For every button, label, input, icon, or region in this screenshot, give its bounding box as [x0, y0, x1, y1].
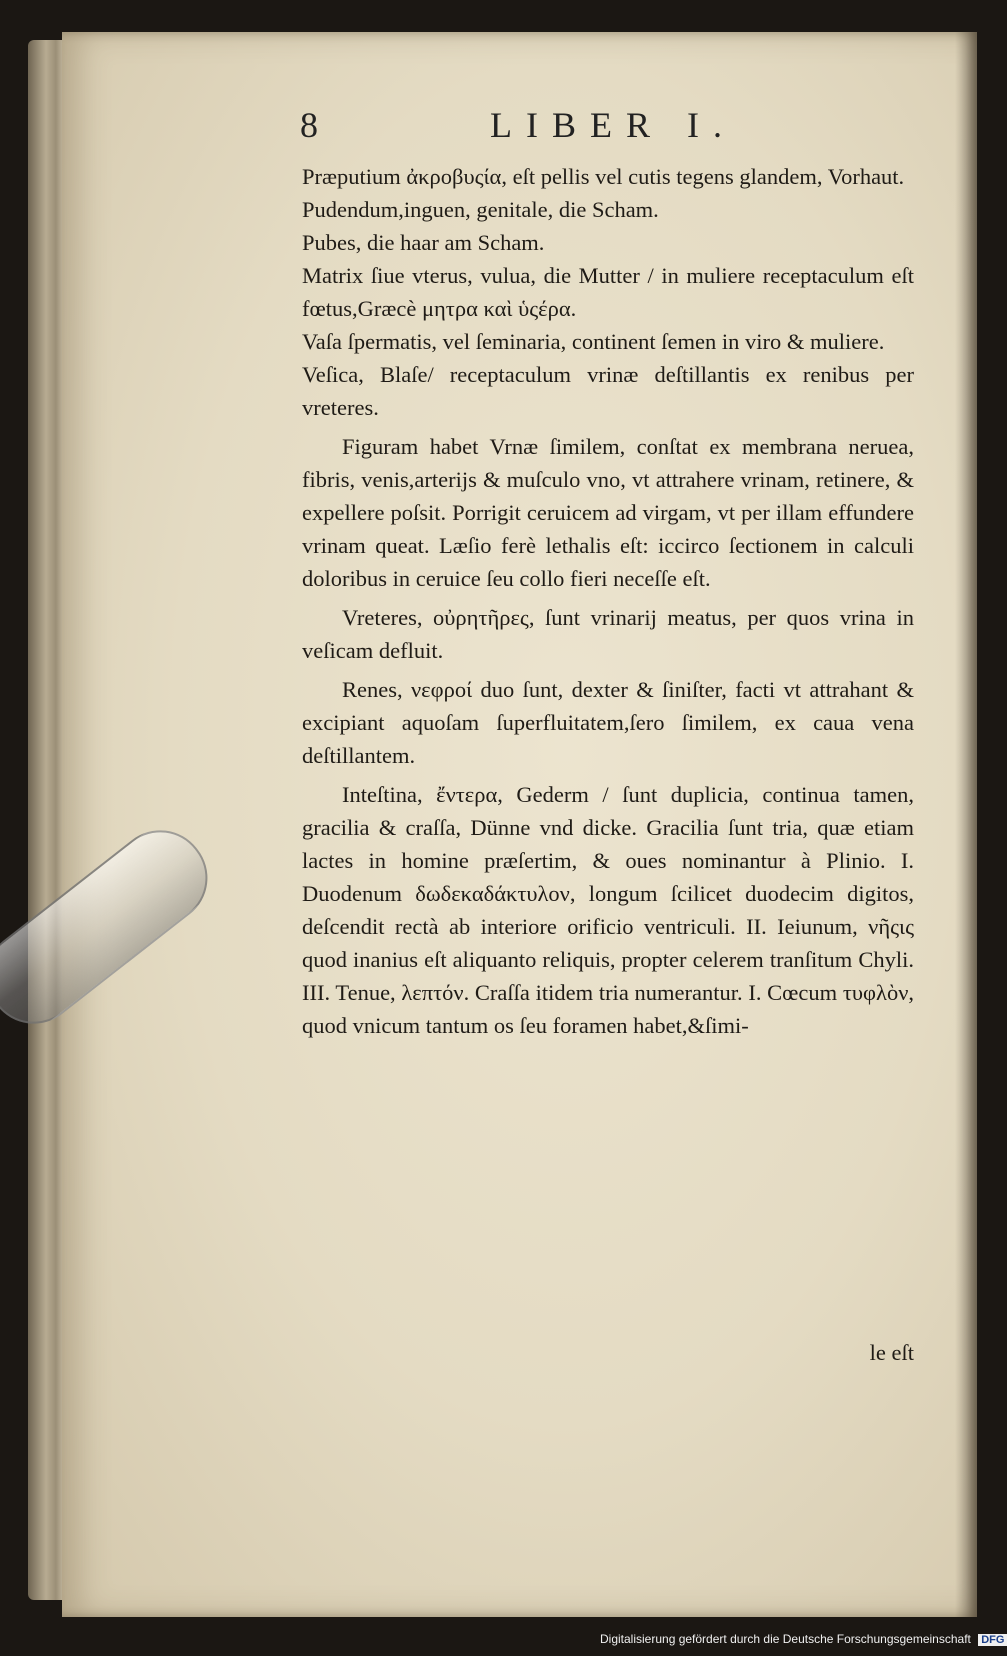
footer-credit: Digitalisierung gefördert durch die Deutsche Forschungsgemeinschaft	[600, 1632, 971, 1646]
dfg-logo: DFG	[978, 1634, 1007, 1646]
paragraph-pudendum: Pudendum,inguen, genitale, die Scham.	[302, 197, 659, 222]
page-body-text	[302, 160, 914, 1042]
catchword: le eſt	[869, 1340, 914, 1365]
paragraph-vasa: Vaſa ſpermatis, vel ſeminaria, continent ſemen in viro & muliere.	[302, 329, 885, 354]
page-gutter-shadow	[955, 32, 977, 1617]
page-header	[300, 104, 740, 148]
paragraph-praeputium: Præputium ἀκροβυςία, eſt pellis vel cutis tegens glandem, Vorhaut.	[302, 164, 905, 189]
digitization-footer	[600, 1632, 1005, 1652]
paragraph-intestina: Inteſtina, ἔντερα, Gederm / ſunt duplicia, continua tamen, gracilia & craſſa, Dünne vnd dicke. Gracilia ſunt tria, quæ etiam lactes in homine præſertim, & oues nominantur à Plinio. I. Duodenum δωδεκαδάκτυλον, longum ſcilicet duodecim digitos, deſcendit rectà ab interiore orificio ventriculi. II. Ieiunum, νῆςις quod inanius eſt aliquanto reliquis, propter celerem tranſitum Chyli. III. Tenue, λεπτόν. Craſſa itidem tria numerantur. I. Cœcum τυφλὸν, quod vnicum tantum os ſeu foramen habet,&ſimi-	[302, 782, 914, 1038]
paragraph-vesica: Veſica, Blaſe/ receptaculum vrinæ deſtillantis ex renibus per vreteres.	[302, 362, 914, 420]
paragraph-matrix: Matrix ſiue vterus, vulua, die Mutter / in muliere receptaculum eſt fœtus,Græcè μητρα καὶ ὑςέρα.	[302, 263, 914, 321]
paragraph-renes: Renes, νεφροί duo ſunt, dexter & ſiniſter, facti vt attrahant & excipiant aquoſam ſuperfluitatem,ſero ſimilem, ex caua vena deſtillantem.	[302, 677, 914, 768]
paragraph-vreteres: Vreteres, οὐρητῆρες, ſunt vrinarij meatus, per quos vrina in veſicam defluit.	[302, 605, 914, 663]
running-title: LIBER I.	[490, 105, 736, 145]
paragraph-figuram: Figuram habet Vrnæ ſimilem, conſtat ex membrana neruea, fibris, venis,arterijs & muſculo vno, vt attrahere vrinam, retinere, & expellere poſsit. Porrigit ceruicem ad virgam, vt per illam effundere vrinam queat. Læſio ferè lethalis eſt: iccirco ſectionem in calculi doloribus in ceruice ſeu collo fieri neceſſe eſt.	[302, 434, 914, 591]
page-number: 8	[300, 105, 318, 145]
paragraph-pubes: Pubes, die haar am Scham.	[302, 230, 545, 255]
